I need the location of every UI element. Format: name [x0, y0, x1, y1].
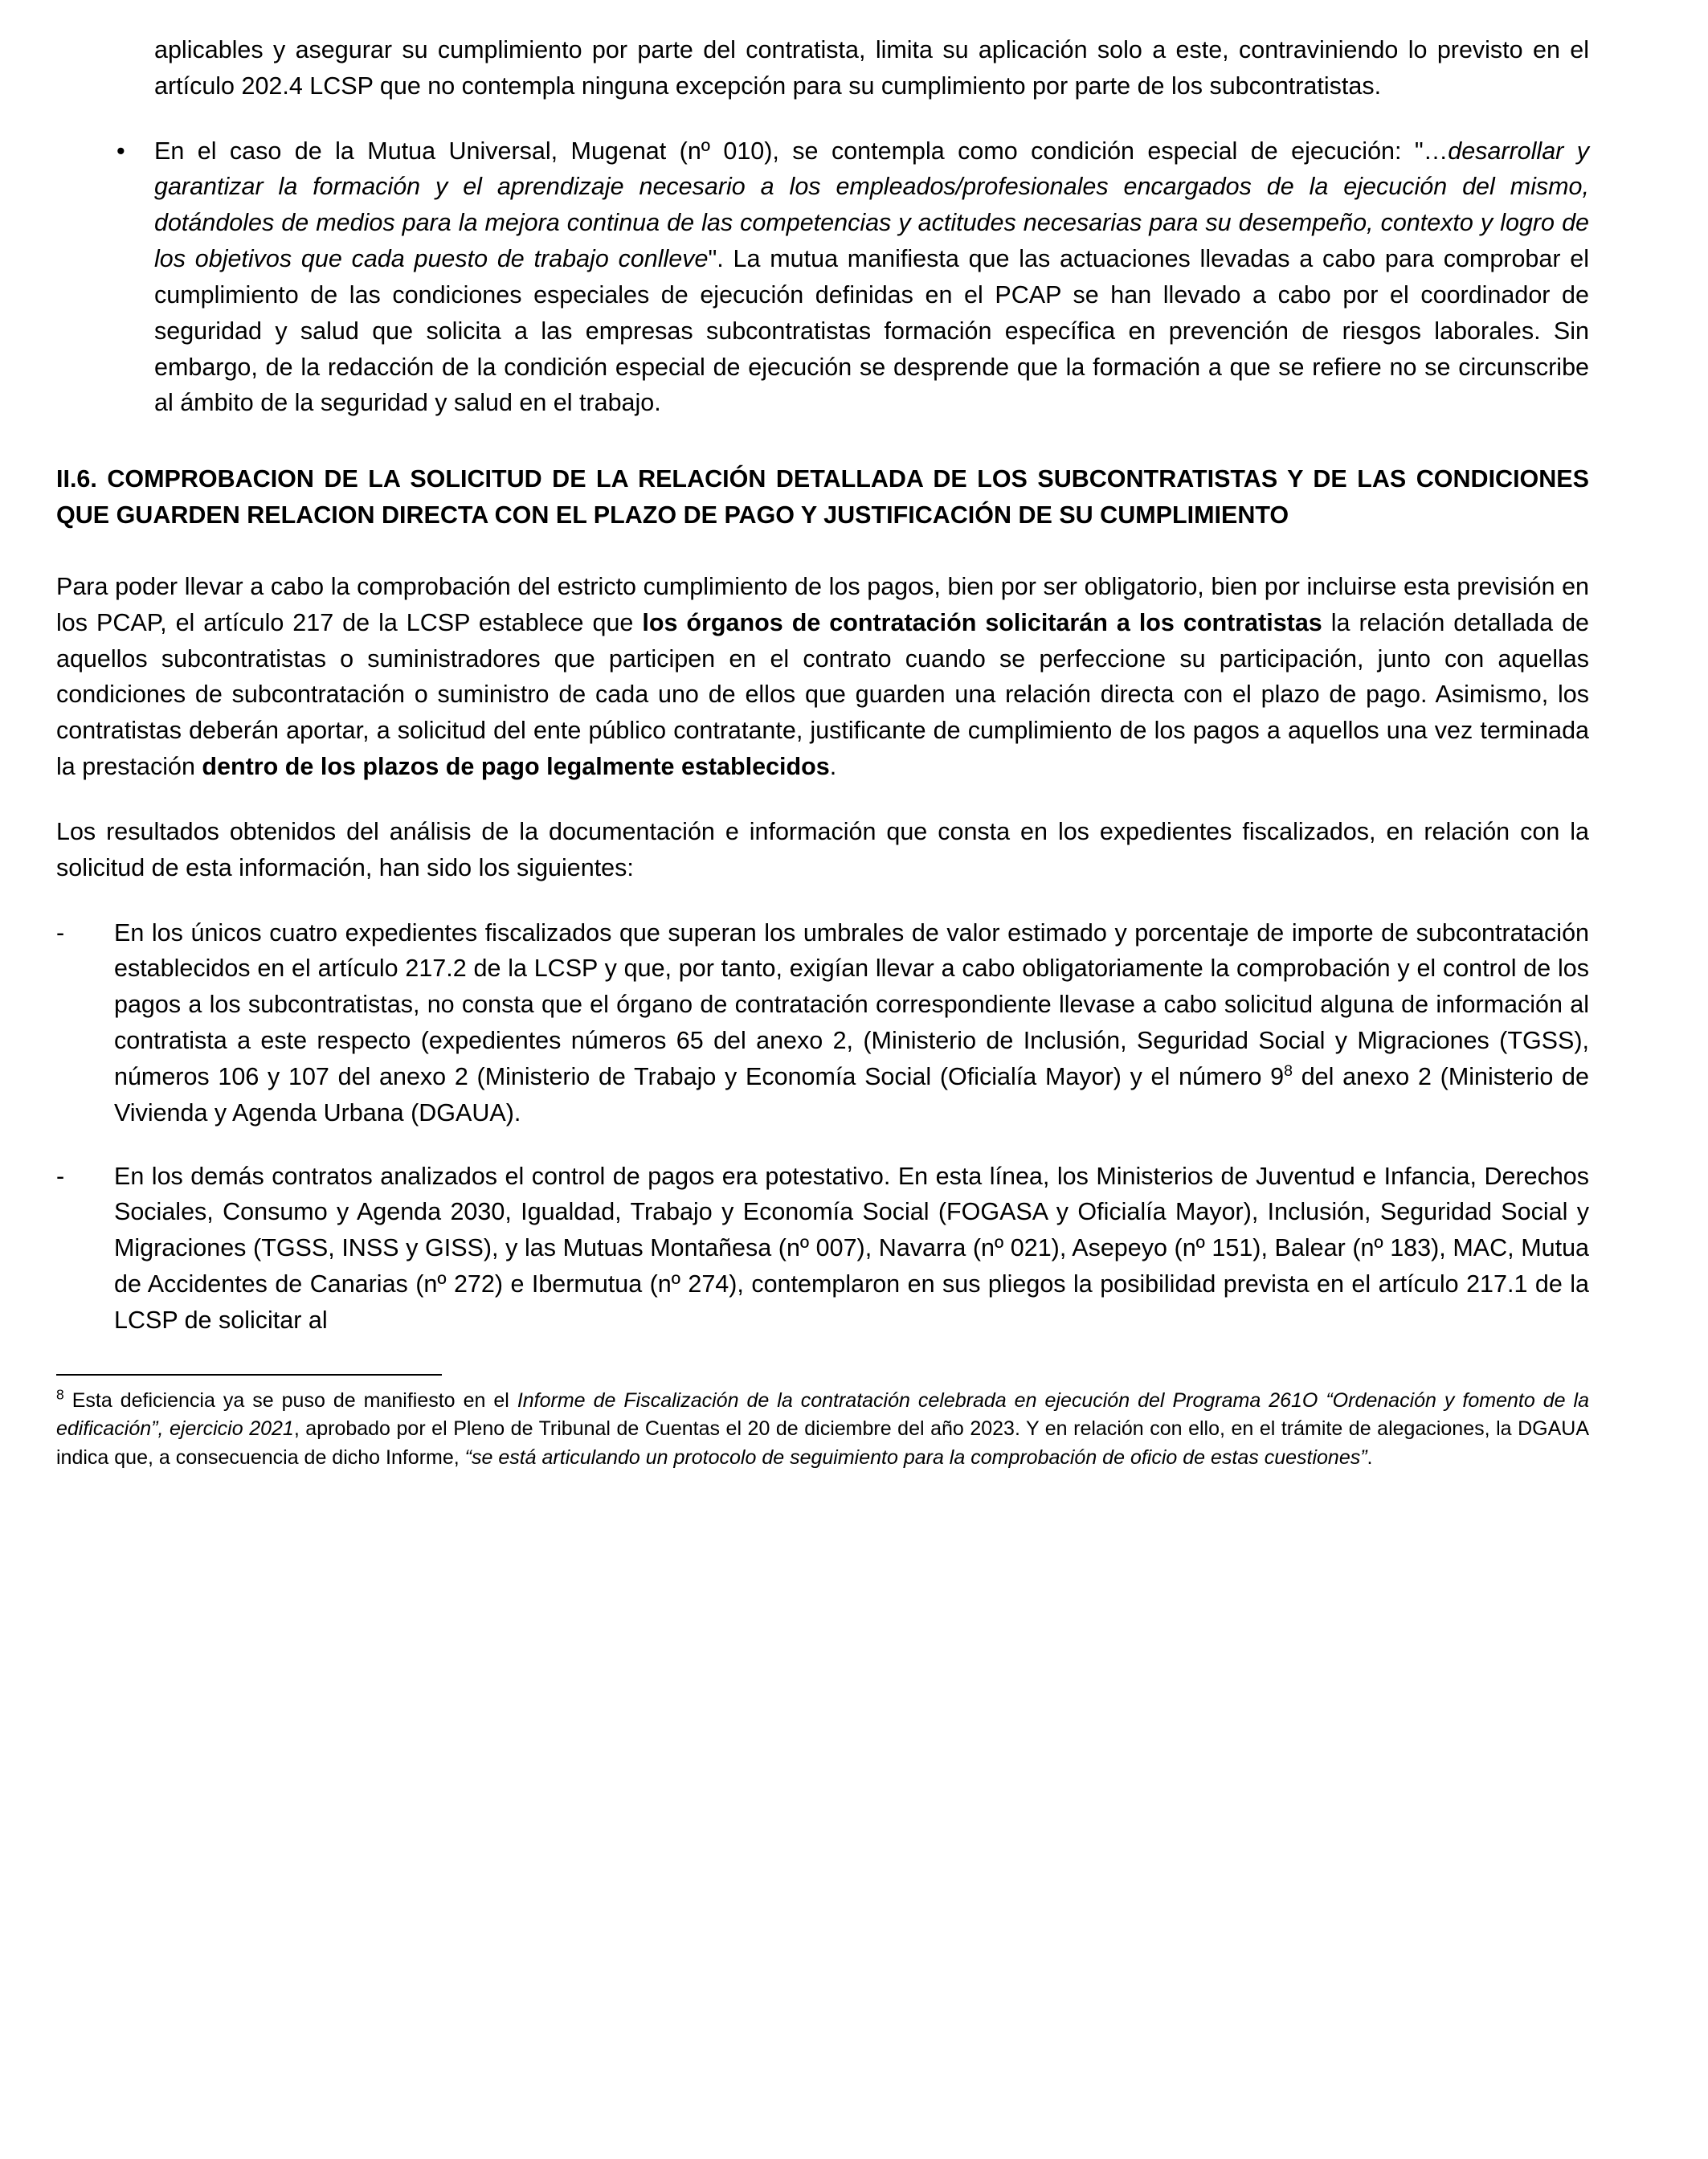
- bullet-marker: •: [116, 137, 125, 165]
- dash0-part1: En los únicos cuatro expedientes fiscalizados que superan los umbrales de valor estimado y porcentaje de importe de subcontratación establecidos en el artículo 217.2 de la LCSP y que, por tanto, exigían llevar a cabo obligatoriamente la comprobación y el control de los pagos a los subcontratistas, no consta que el órgano de contratación correspondiente llevase a cabo solicitud alguna de información al contratista a este respecto (expedientes números 65 del anexo 2, (Ministerio de Inclusión, Seguridad Social y Migraciones (TGSS), números 106 y 107 del anexo 2 (Ministerio de Trabajo y Economía Social (Oficialía Mayor) y el número 9: [114, 918, 1589, 1090]
- paragraph-results: [56, 814, 1589, 886]
- para217-bold1: los órganos de contratación solicitarán a los contratistas: [642, 608, 1322, 636]
- bullet-item-text: [154, 133, 1589, 422]
- list-item: [56, 133, 1589, 422]
- dash1-part1: En los demás contratos analizados el control de pagos era potestativo. En esta línea, los Ministerios de Juventud e Infancia, Derechos Sociales, Consumo y Agenda 2030, Igualdad, Trabajo y Economía Social (FOGASA y Oficialía Mayor), Inclusión, Seguridad Social y Migraciones (TGSS, INSS y GISS), y las Mutuas Montañesa (nº 007), Navarra (nº 021), Asepeyo (nº 151), Balear (nº 183), MAC, Mutua de Accidentes de Canarias (nº 272) e Ibermutua (nº 274), contemplaron en sus pliegos la posibilidad prevista en el artículo 217.1 de la LCSP de solicitar al: [114, 1162, 1589, 1334]
- para217-bold2: dentro de los plazos de pago legalmente establecidos: [202, 753, 830, 781]
- dash-marker: -: [56, 1162, 65, 1190]
- continuation-paragraph: [56, 32, 1589, 104]
- paragraph-article-217-text: [56, 569, 1589, 785]
- para217-part2: la relación detallada de aquellos subcontratistas o suministradores que participen en el contrato cuando se perfeccione su participación, junto con aquellas condiciones de subcontratación o suministro de cada uno de ellos que guarden una relación directa con el plazo de pago. Asimismo, los contratistas deberán aportar, a solicitud del ente público contratante, justificante de cumplimiento de los pagos a aquellos una vez terminada la prestación: [56, 608, 1589, 781]
- footnote-area: [56, 1374, 1589, 1473]
- paragraph-article-217: [56, 569, 1589, 785]
- section-heading-container: [56, 461, 1589, 534]
- dash0-part2: del anexo 2 (Ministerio de Vivienda y Agenda Urbana (DGAUA).: [114, 1062, 1589, 1127]
- page-title: II.6. COMPROBACION DE LA SOLICITUD DE LA RELACIÓN DETALLADA DE LOS SUBCONTRATISTAS Y DE LAS CONDICIONES QUE GUARDEN RELACION DIRECTA CON EL PLAZO DE PAGO Y JUSTIFICACIÓN DE SU CUMPLIMIENTO: [56, 465, 1589, 530]
- footnote-separator: [56, 1374, 442, 1376]
- dash-marker: -: [56, 918, 65, 947]
- footnote-reference: 8: [1284, 1061, 1293, 1080]
- list-item: [56, 1159, 1589, 1339]
- footnote-part3: .: [1367, 1445, 1373, 1469]
- para217-part3: .: [829, 753, 837, 781]
- continuation-paragraph-text: aplicables y asegurar su cumplimiento por parte del contratista, limita su aplicación solo a este, contraviniendo lo previsto en el artículo 202.4 LCSP que no contempla ninguna excepción para su cumplimiento por parte de los subcontratistas.: [154, 36, 1589, 100]
- footnote-part2: , aprobado por el Pleno de Tribunal de Cuentas el 20 de diciembre del año 2023. Y en relación con ello, en el trámite de alegaciones, la DGAUA indica que, a consecuencia de dicho Informe,: [56, 1417, 1589, 1469]
- footnote-part1: Esta deficiencia ya se puso de manifiesto en el: [63, 1388, 517, 1412]
- footnote-italic1: Informe de Fiscalización de la contratación celebrada en ejecución del Programa 261O “Ordenación y fomento de la edificación”, ejercicio 2021: [56, 1388, 1589, 1441]
- para217-part1: Para poder llevar a cabo la comprobación del estricto cumplimiento de los pagos, bien por ser obligatorio, bien por incluirse esta previsión en los PCAP, el artículo 217 de la LCSP establece que: [56, 572, 1589, 636]
- footnote-italic2: “se está articulando un protocolo de seguimiento para la comprobación de oficio de estas cuestiones”: [464, 1445, 1367, 1469]
- paragraph-results-text: Los resultados obtenidos del análisis de la documentación e información que consta en los expedientes fiscalizados, en relación con la solicitud de esta información, han sido los siguientes:: [56, 817, 1589, 881]
- bullet-text-part1: En el caso de la Mutua Universal, Mugenat (nº 010), se contempla como condición especial de ejecución: "…: [154, 137, 1449, 165]
- list-item: [56, 915, 1589, 1131]
- dash-item-text: [114, 915, 1589, 1131]
- footnote-number: 8: [56, 1386, 64, 1403]
- footnote-text: [56, 1387, 1589, 1473]
- bullet-text-part2: ". La mutua manifiesta que las actuaciones llevadas a cabo para comprobar el cumplimiento de las condiciones especiales de ejecución definidas en el PCAP se han llevado a cabo por el coordinador de seguridad y salud que solicita a las empresas subcontratistas formación específica en prevención de riesgos laborales. Sin embargo, de la redacción de la condición especial de ejecución se desprende que la formación a que se refiere no se circunscribe al ámbito de la seguridad y salud en el trabajo.: [154, 245, 1589, 417]
- bullet-list: [56, 133, 1589, 422]
- bullet-text-italic: desarrollar y garantizar la formación y el aprendizaje necesario a los empleados/profesionales encargados de la ejecución del mismo, dotándoles de medios para la mejora continua de las competencias y actitudes necesarias para su desempeño, contexto y logro de los objetivos que cada puesto de trabajo conlleve: [154, 137, 1590, 273]
- dash-item-text: [114, 1159, 1589, 1339]
